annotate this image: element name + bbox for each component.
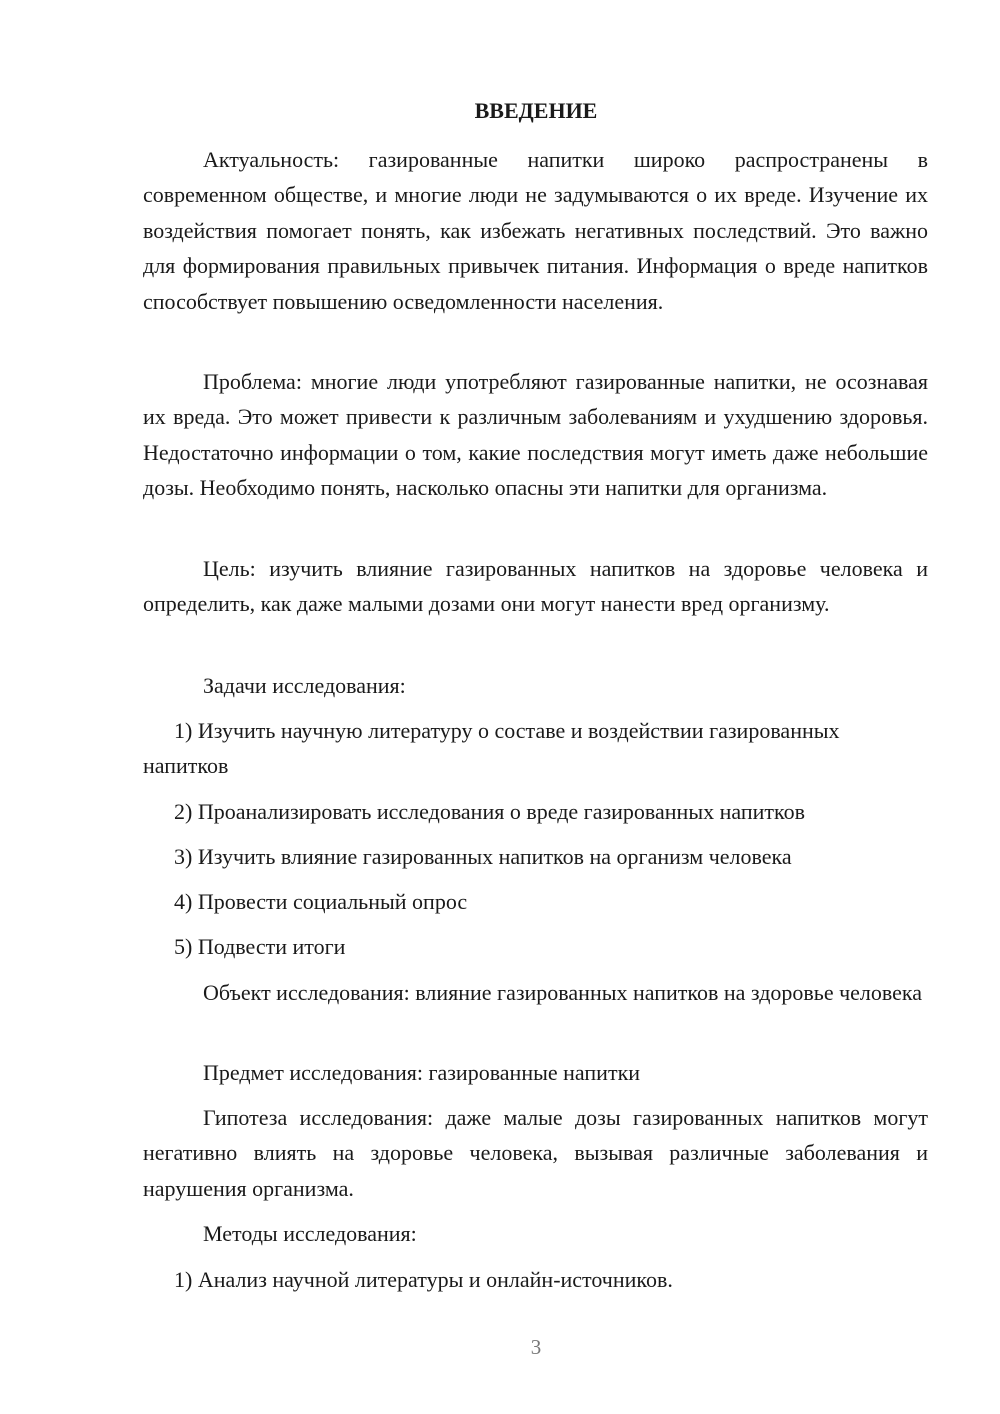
problem-paragraph: Проблема: многие люди употребляют газированные напитки, не осознавая их вреда. Это может привести к различным заболеваниям и ухудшению здоровья. Недостаточно информации о том, какие последствия могут иметь даже небольшие дозы. Необходимо понять, насколько опасны эти напитки для организма. <box>143 369 928 501</box>
section-title: ВВЕДЕНИЕ <box>474 98 598 123</box>
task-item-1: 1) Изучить научную литературу о составе и воздействии газированных напитков <box>143 718 840 779</box>
hypothesis-paragraph: Гипотеза исследования: даже малые дозы газированных напитков могут негативно влиять на здоровье человека, вызывая различные заболевания и нарушения организма. <box>143 1105 928 1201</box>
task-item-4: 4) Провести социальный опрос <box>174 889 468 914</box>
subject-paragraph: Предмет исследования: газированные напитки <box>203 1060 641 1085</box>
object-paragraph: Объект исследования: влияние газированных напитков на здоровье человека <box>203 980 923 1005</box>
methods-heading: Методы исследования: <box>203 1221 417 1246</box>
method-item-1: 1) Анализ научной литературы и онлайн-источников. <box>174 1267 673 1292</box>
goal-paragraph: Цель: изучить влияние газированных напитков на здоровье человека и определить, как даже малыми дозами они могут нанести вред организму. <box>143 556 928 617</box>
page-number: 3 <box>530 1335 542 1359</box>
task-item-3: 3) Изучить влияние газированных напитков на организм человека <box>174 844 792 869</box>
task-item-2: 2) Проанализировать исследования о вреде газированных напитков <box>174 799 805 824</box>
relevance-paragraph: Актуальность: газированные напитки широко распространены в современном обществе, и многие люди не задумываются о их вреде. Изучение их воздействия помогает понять, как избежать негативных последствий. Это важно для формирования правильных привычек питания. Информация о вреде напитков способствует повышению осведомленности населения. <box>143 147 928 314</box>
tasks-heading: Задачи исследования: <box>203 673 406 698</box>
task-item-5: 5) Подвести итоги <box>174 934 346 959</box>
